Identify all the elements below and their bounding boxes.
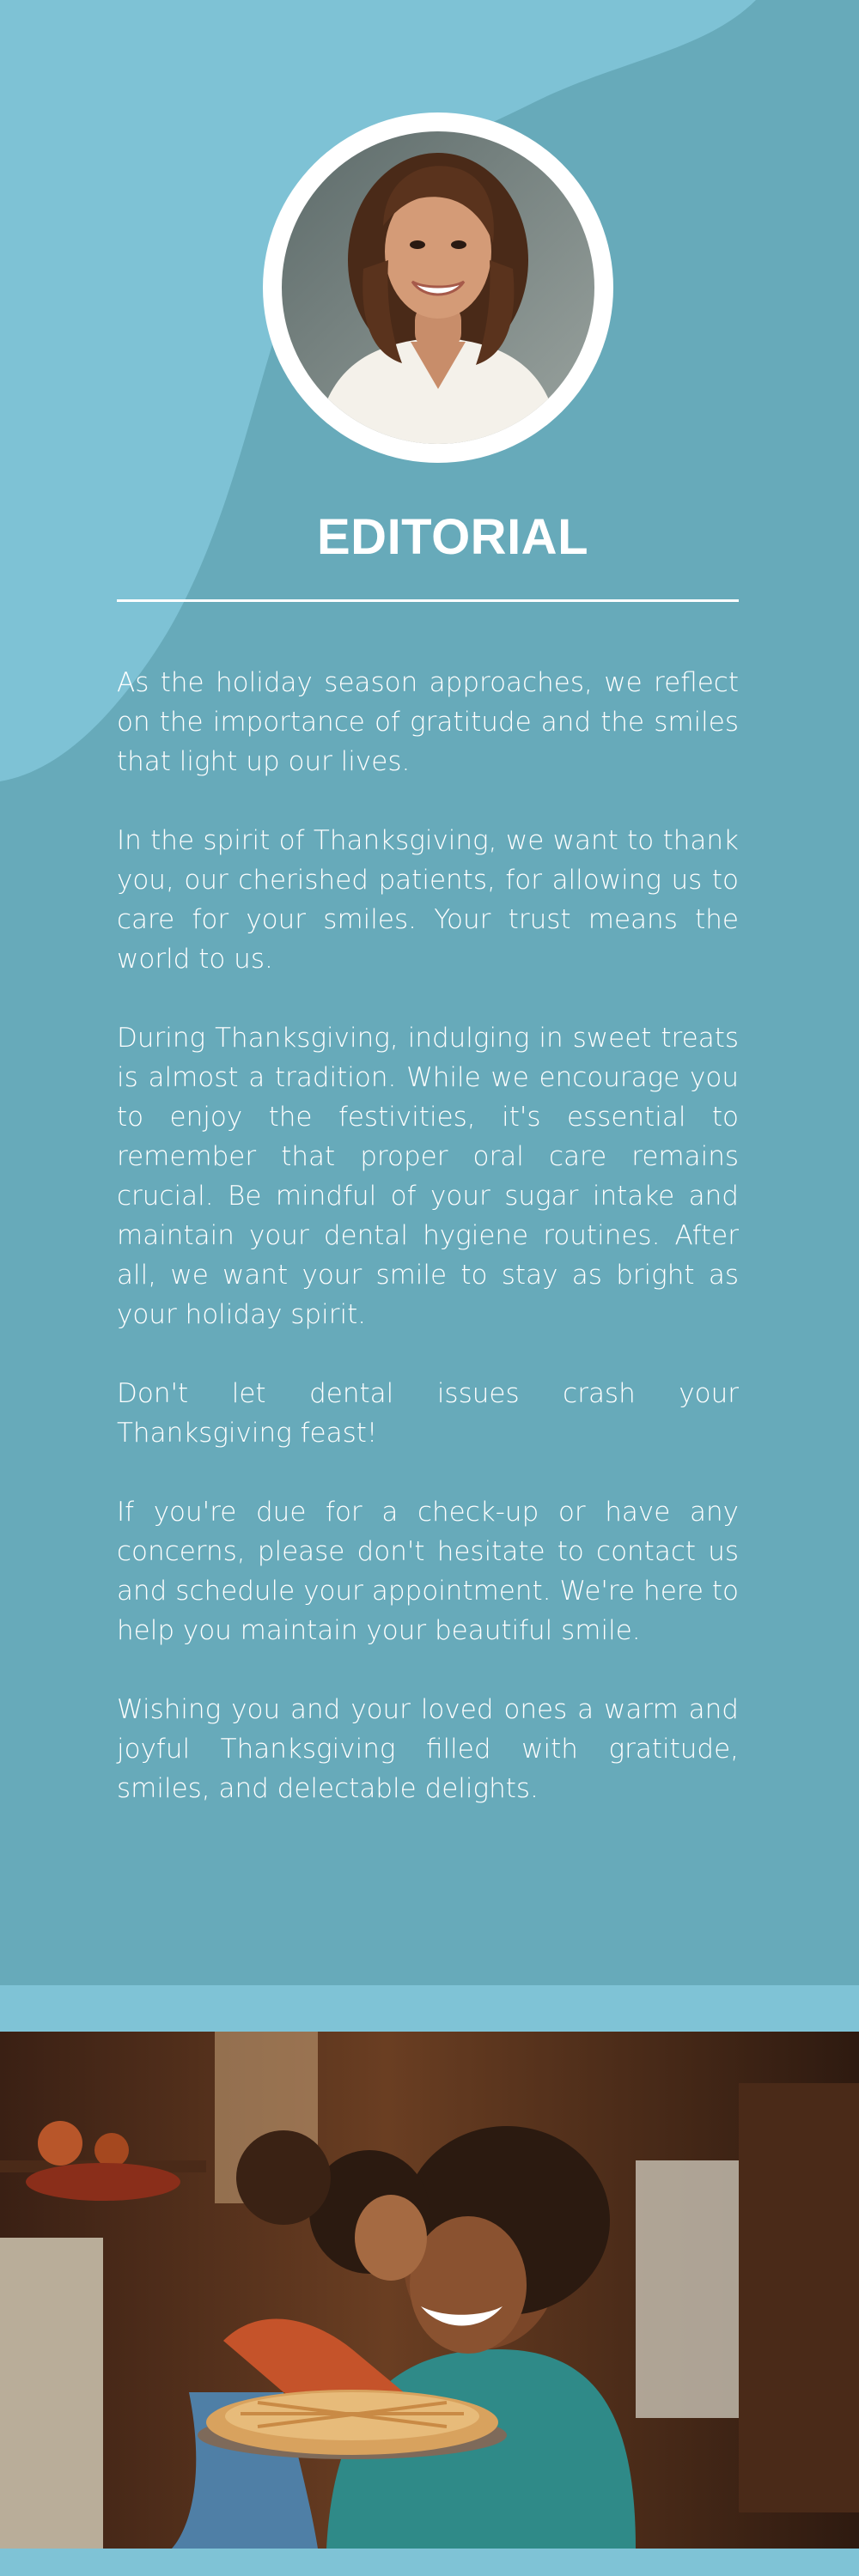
editorial-body [117,663,739,1848]
editorial-title: EDITORIAL [317,509,588,565]
paragraph-dental-issues: Don't let dental issues crash your Thanksgiving feast! [117,1378,739,1449]
author-portrait [282,131,594,444]
paragraph-check-up: If you're due for a check-up or have any concerns, please don't hesitate to contact us and schedule your appointment. We're here to help you maintain your beautiful smile. [117,1497,739,1646]
title-divider [117,599,739,602]
photo-top-band [0,1985,859,2032]
mother-daughter-pie-photo [0,2032,859,2549]
paragraph-wishes: Wishing you and your loved ones a warm and joyful Thanksgiving filled with gratitude, smiles, and delectable delights. [117,1694,739,1804]
paragraph-thank-you: In the spirit of Thanksgiving, we want to thank you, our cherished patients, for allowing us to care for your smiles. Your trust means the world to us. [117,825,739,975]
paragraph-sweet-treats: During Thanksgiving, indulging in sweet treats is almost a tradition. While we encourage you to enjoy the festivities, it's essential to remember that proper oral care remains crucial. Be mindful of your sugar intake and maintain your dental hygiene routines. After all, we want your smile to stay as bright as your holiday spirit. [117,1023,739,1330]
paragraph-gratitude: As the holiday season approaches, we reflect on the importance of gratitude and the smiles that light up our lives. [117,667,739,777]
photo-bottom-band [0,2549,859,2576]
